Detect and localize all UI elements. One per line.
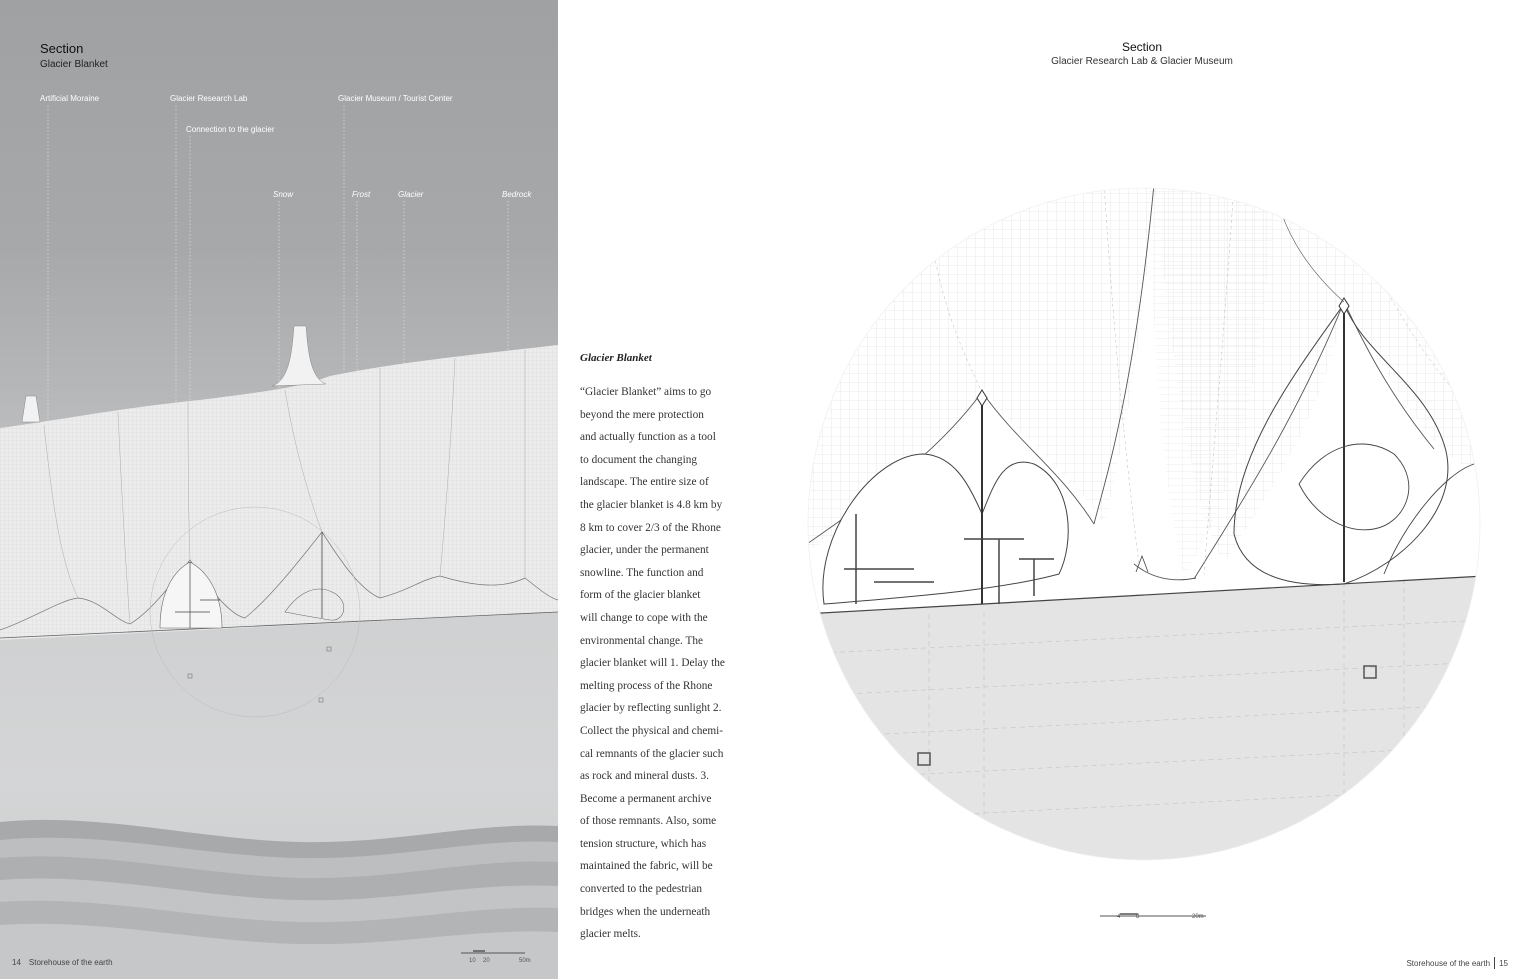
description-line: Collect the physical and chemi-	[580, 724, 724, 737]
description-line: glacier blanket will 1. Delay the	[580, 657, 725, 670]
description-line: of those remnants. Also, some	[580, 815, 717, 828]
label-bedrock: Bedrock	[502, 190, 532, 199]
right-page-number: 15	[1499, 959, 1508, 968]
description-line: maintained the fabric, will be	[580, 860, 713, 873]
research-lab-museum-section-drawing	[804, 184, 1484, 864]
description-line: to document the changing	[580, 453, 698, 466]
left-book-title: Storehouse of the earth	[28, 958, 113, 967]
scale-tick-4: 4	[1117, 914, 1121, 920]
label-museum: Glacier Museum / Tourist Center	[338, 94, 453, 103]
label-artificial-moraine: Artificial Moraine	[40, 94, 100, 103]
description-line: glacier by reflecting sunlight 2.	[580, 702, 722, 715]
scale-tick-20: 20	[483, 958, 490, 964]
right-page	[558, 0, 1520, 979]
description-line: and actually function as a tool	[580, 431, 716, 444]
description-line: the glacier blanket is 4.8 km by	[580, 498, 723, 511]
description-line: bridges when the underneath	[580, 905, 711, 918]
description-line: form of the glacier blanket	[580, 589, 701, 602]
description-line: melting process of the Rhone	[580, 679, 713, 692]
scale-tick-20m: 20m	[1192, 914, 1204, 920]
description-line: cal remnants of the glacier such	[580, 747, 724, 760]
description-line: landscape. The entire size of	[580, 476, 709, 489]
description-line: beyond the mere protection	[580, 408, 704, 421]
left-section-title: Section	[40, 41, 84, 56]
right-section-title: Section	[1121, 40, 1163, 54]
footer-divider	[1494, 957, 1495, 969]
description-line: Become a permanent archive	[580, 792, 712, 805]
left-footer	[12, 958, 113, 967]
label-glacier: Glacier	[398, 190, 424, 199]
scale-tick-10: 10	[469, 958, 476, 964]
description-column	[580, 352, 750, 946]
description-line: 8 km to cover 2/3 of the Rhone	[580, 521, 721, 534]
description-body	[580, 381, 750, 946]
description-line: converted to the pedestrian	[580, 883, 703, 896]
right-section-heading	[992, 40, 1292, 67]
left-page-number: 14	[12, 958, 21, 967]
description-line: glacier, under the permanent	[580, 544, 709, 557]
description-line: tension structure, which has	[580, 837, 707, 850]
glacier-blanket-section-drawing	[0, 0, 558, 979]
scale-tick-50m: 50m	[519, 958, 531, 964]
label-frost: Frost	[352, 190, 371, 199]
description-line: as rock and mineral dusts. 3.	[580, 770, 709, 783]
label-research-lab: Glacier Research Lab	[170, 94, 248, 103]
right-section-subtitle: Glacier Research Lab & Glacier Museum	[1051, 56, 1233, 67]
right-book-title: Storehouse of the earth	[1406, 959, 1491, 968]
scale-tick-8: 8	[1136, 914, 1140, 920]
description-line: environmental change. The	[580, 634, 704, 647]
label-connection: Connection to the glacier	[186, 125, 275, 134]
left-page	[0, 0, 558, 979]
description-heading: Glacier Blanket	[580, 352, 652, 364]
description-line: glacier melts.	[580, 928, 641, 941]
description-line: snowline. The function and	[580, 566, 704, 579]
right-scale-bar	[1098, 908, 1208, 926]
left-section-subtitle: Glacier Blanket	[40, 59, 108, 70]
label-snow: Snow	[273, 190, 294, 199]
description-line: will change to cope with the	[580, 611, 708, 624]
description-line: “Glacier Blanket” aims to go	[580, 386, 712, 398]
right-footer	[1406, 957, 1508, 969]
left-scale-bar	[459, 946, 529, 964]
